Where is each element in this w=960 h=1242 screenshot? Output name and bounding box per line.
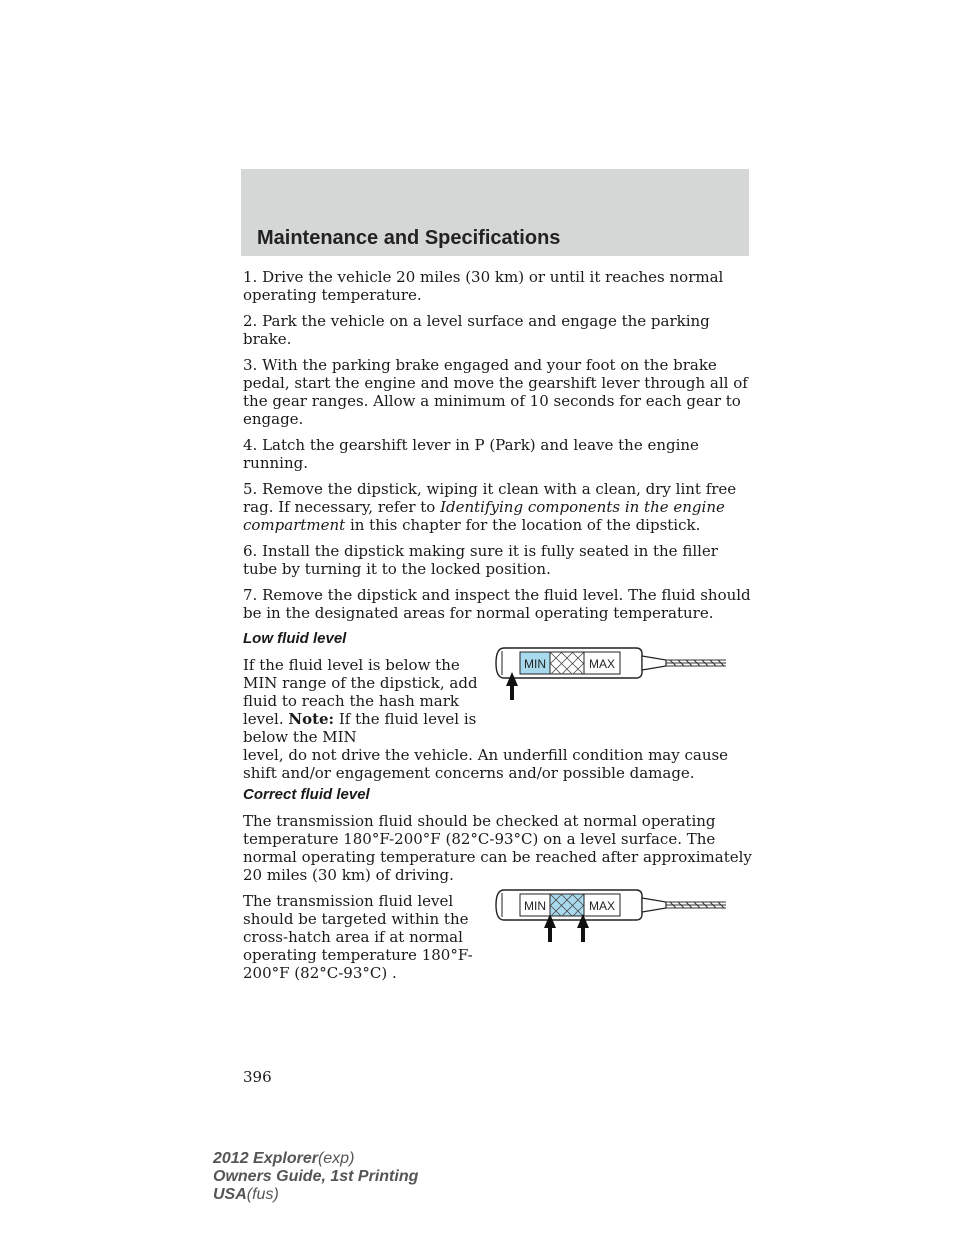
dipstick-tube [666,660,726,666]
note-label: Note: [288,710,335,728]
min-label: MIN [524,899,546,913]
print-footer [213,1150,418,1204]
step-4: 4. Latch the gearshift lever in P (Park) and leave the engine running. [243,436,699,472]
step-3: 3. With the parking brake engaged and your foot on the brake pedal, start the engine and move the gearshift lever through all of the gear ranges. Allow a minimum of 10 seconds for each gear to engage. [243,356,748,428]
low-fluid-heading: Low fluid level [243,630,347,647]
footer-line-2: Owners Guide, 1st Printing [213,1168,419,1185]
main-content [243,268,755,990]
step-5-text: 5. Remove the dipstick, wiping it clean with a clean, dry lint free rag. If necessary, refer to [243,480,737,516]
page-number: 396 [243,1068,272,1086]
low-fluid-instruction: If the fluid level is below the MIN range of the dipstick, add fluid to reach the hash mark level. [243,656,478,728]
section-title: Maintenance and Specifications [257,227,561,249]
section-header [241,169,749,256]
low-fluid-text-narrow [243,656,493,746]
correct-fluid-text: The transmission fluid should be checked at normal operating temperature 180°F-200°F (82°C-93°C) on a level surface. The normal operating temperature can be reached after approximately 20 miles (30 km) of driving. [243,812,752,884]
step-5 [243,480,755,534]
footer-line-1 [213,1150,418,1168]
step-5-text-end: in this chapter for the location of the dipstick. [345,516,701,534]
crosshatch-zone-fill [550,894,584,916]
max-label: MAX [588,899,616,913]
footer-market: USA [213,1186,247,1203]
correct-level-dipstick-figure [490,886,742,948]
min-label: MIN [524,657,546,671]
low-fluid-note-start: If the fluid level is below the MIN [243,710,477,746]
step-1: 1. Drive the vehicle 20 miles (30 km) or until it reaches normal operating temperature. [243,268,724,304]
footer-model: 2012 Explorer [213,1150,318,1167]
low-fluid-note-rest: level, do not drive the vehicle. An underfill condition may cause shift and/or engagement concerns and/or possible damage. [243,746,729,782]
footer-model-code: (exp) [317,1150,355,1167]
low-level-dipstick-figure [490,644,742,706]
step-2: 2. Park the vehicle on a level surface and engage the parking brake. [243,312,710,348]
footer-line-3 [213,1186,418,1204]
correct-fluid-heading: Correct fluid level [243,786,370,803]
max-label: MAX [588,657,616,671]
dipstick-tube [666,902,726,908]
footer-market-code: (fus) [246,1186,279,1203]
correct-fluid-target-text: The transmission fluid level should be targeted within the cross-hatch area if at normal operating temperature 180°F-200°F (82°C-93°C) . [243,892,473,982]
step-6: 6. Install the dipstick making sure it is fully seated in the filler tube by turning it to the locked position. [243,542,718,578]
step-7: 7. Remove the dipstick and inspect the fluid level. The fluid should be in the designated areas for normal operating temperature. [243,586,751,622]
step-5-reference: Identifying components in the engine compartment [243,498,725,534]
